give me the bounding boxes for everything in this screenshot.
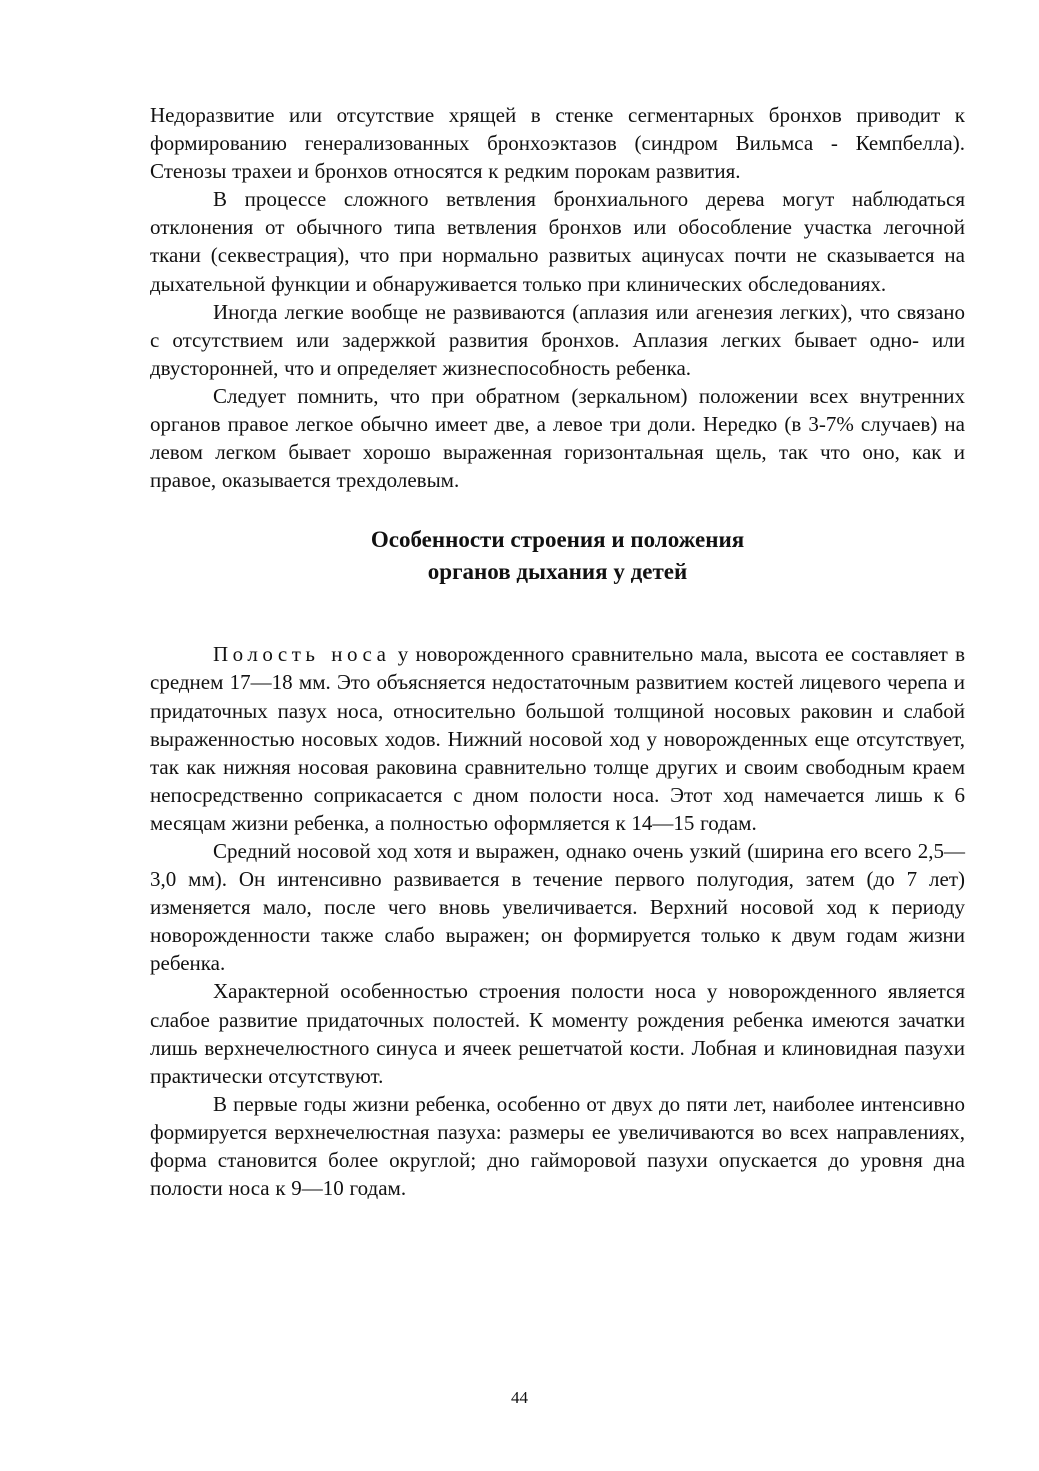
heading-line-2: органов дыхания у детей (427, 559, 688, 585)
paragraph-situs-inversus: Следует помнить, что при обратном (зеркальном) положении всех внутренних органов правое легкое обычно имеет две, а левое три доли. Нередко (в 3-7% случаев) на левом легком бывает хорошо выраженная горизонтальная щель, так что оно, как и правое, оказывается трехдолевым. (150, 383, 965, 493)
paragraph-branching-variations: В процессе сложного ветвления бронхиального дерева могут наблюдаться отклонения от обычного типа ветвления бронхов или обособление участка легочной ткани (секвестрация), что при нормально развитых ацинусах почти не сказывается на дыхательной функции и обнаруживается только при клинических обследованиях. (150, 187, 965, 296)
heading-line-1: Особенности строения и положения (370, 527, 745, 553)
paragraph-bronchi-anomalies: Недоразвитие или отсутствие хрящей в стенке сегментарных бронхов приводит к формированию генерализованных бронхоэктазов (синдром Вильмса - Кемпбелла). Стенозы трахеи и бронхов относятся к редким порокам развития. (150, 103, 965, 184)
section-intro (150, 101, 965, 494)
page-number: 44 (511, 1388, 528, 1407)
paragraph-nasal-cavity-text: у новорожденного сравнительно мала, высота ее составляет в среднем 17—18 мм. Это объясняется недостаточным развитием костей лицевого черепа и придаточных пазух носа, относительно большой толщиной носовых раковин и слабой выраженностью носовых ходов. Нижний носовой ход у новорожденных еще отсутствует, так как нижняя носовая раковина сравнительно толще других и своим свободным краем непосредственно соприкасается с дном полости носа. Этот ход намечается лишь к 6 месяцам жизни ребенка, а полностью оформляется к 14—15 годам. (150, 642, 965, 835)
paragraph-middle-nasal-passage: Средний носовой ход хотя и выражен, однако очень узкий (ширина его всего 2,5—3,0 мм). Он интенсивно развивается в течение первого полугодия, затем (до 7 лет) изменяется мало, после чего вновь увеличивается. Верхний носовой ход к периоду новорожденности также слабо выражен; он формируется только к двум годам жизни ребенка. (150, 838, 965, 976)
spaced-term: Полость носа (213, 642, 391, 667)
paragraph-maxillary-sinus: В первые годы жизни ребенка, особенно от двух до пяти лет, наиболее интенсивно формируется верхнечелюстная пазуха: размеры ее увеличиваются во всех направлениях, форма становится более округлой; дно гайморовой пазухи опускается до уровня дна полости носа к 9—10 годам. (150, 1091, 965, 1201)
section-heading (150, 524, 965, 588)
paragraph-lung-aplasia: Иногда легкие вообще не развиваются (аплазия или агенезия легких), что связано с отсутствием или задержкой развития бронхов. Аплазия легких бывает одно- или двусторонней, что и определяет жизнеспособность ребенка. (150, 299, 965, 380)
paragraph-paranasal-sinuses: Характерной особенностью строения полости носа у новорожденного является слабое развитие придаточных полостей. К моменту рождения ребенка имеются зачатки лишь верхнечелюстного синуса и ячеек решетчатой кости. Лобная и клиновидная пазухи практически отсутствуют. (150, 979, 965, 1088)
paragraph-nasal-cavity (150, 640, 965, 837)
section-nasal-cavity (150, 640, 965, 1202)
page-content (150, 101, 965, 1202)
